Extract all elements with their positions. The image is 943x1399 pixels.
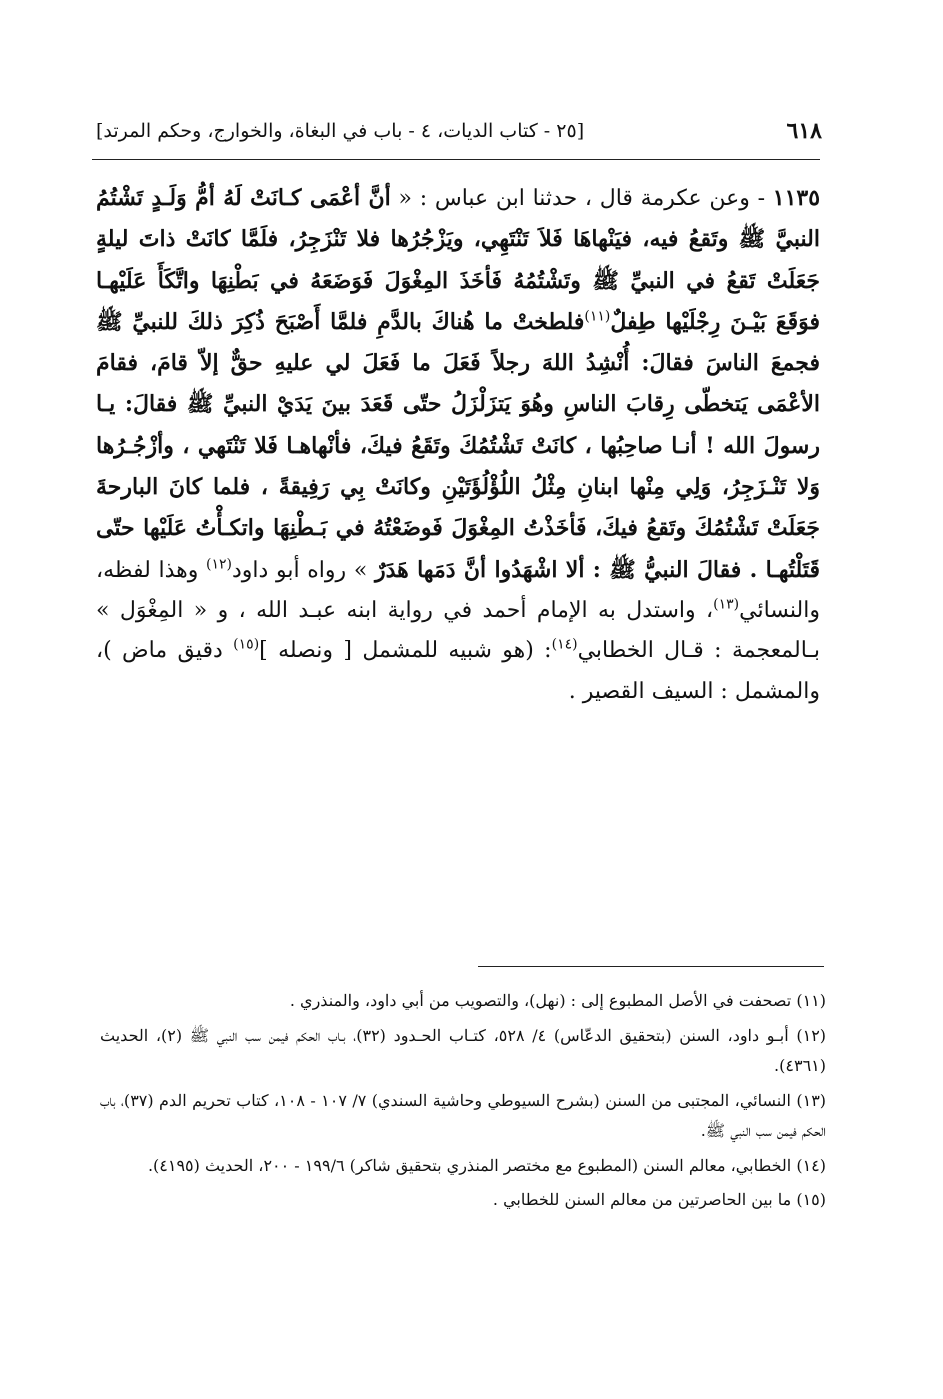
footnote-text: الخطابي، معالم السنن (المطبوع مع مختصر المنذري بتحقيق شاكر) ١٩٩/٦ - ٢٠٠، الحديث (٤١٩٥). [147,1155,792,1175]
footnote-13 [100,1086,826,1147]
hadith-number: ١١٣٥ [772,185,821,211]
running-head: [٢٥ - كتاب الديات، ٤ - باب في البغاة، والخوارج، وحكم المرتد] [96,120,585,142]
footnote-12 [100,1021,826,1082]
commentary-3: : (هو شبيه للمشمل [ ونصله ] [259,638,552,664]
footnote-number: (١٥) [796,1190,826,1209]
footnote-text: النسائي، المجتبى من السنن (بشرح السيوطي وحاشية السندي) ٧/ ١٠٧ - ١٠٨، كتاب تحريم الدم (٣٧)، باب الحكم فيمن سب النبي ﷺ. [100,1090,826,1140]
footnote-ref-12: (١٢) [206,556,232,573]
footnote-ref-13: (١٣) [713,596,740,613]
footnote-text: ما بين الحاصرتين من معالم السنن للخطابي . [492,1190,792,1209]
hadith-text: أنَّ أعْمَى كـانَتْ لَهُ أمُّ وَلَـدٍ تَشْتُمُ النبيَّ ﷺ وتَقعُ فيه، فيَنْهاهَا فَلاَ تَنْتَهِي، ويَزْجُرُها فلا تَنْزَجِرُ، فلَمَّا كانَتْ ذاتَ ليلةٍ جَعَلَتْ تَقعُ في النبيِّ ﷺ وتَشْتُمُهُ فَأخَذَ المِغْوَلَ فَوَضَعَهُ في بَطْنِهَا واتَّكَأَ عَلَيْهـا فوَقَعَ بَيْـنَ رِجْلَيْها طِفلٌ [96,185,821,335]
footnote-ref-15: (١٥) [233,636,260,653]
footnote-14 [100,1151,826,1182]
commentary-2: ، واستدل به الإمام أحمد في رواية ابنه عبـد الله ، و « المِغْوَل » بـالمعجمة : قـال الخطابي [96,597,820,664]
header-rule [92,159,820,160]
commentary-4: دقيق ماض )، والمشمل : السيف القصير . [96,638,820,704]
hadith-intro: - وعن عكرمة قال ، حدثنا ابن عباس : « [390,186,773,211]
footnote-11 [100,986,826,1017]
hadith-text-continued: فلطختْ ما هُناكَ بالدَّمِ فلمَّا أَصْبَحَ ذُكِرَ ذلكَ للنبيِّ ﷺ فجمعَ الناسَ فقالَ: أُنْشِدُ اللهَ رجلاً فَعَلَ ما فَعَلَ لي عليهِ حقٌّ إلاّ قامَ، فقامَ الأعْمَى يَتخطّى رِقابَ الناسِ وهُوَ يَتزَلْزَلُ حتّى قَعَدَ بينَ يَدَيْ النبيِّ ﷺ فقالَ: يـا رسولَ الله ! أنـا صاحِبُها ، كانَتْ تَشْتُمُكَ وتَقَعُ فيكَ، فأنْهاهـا فَلا تَنْتَهي ، وأزْجُـرُها وَلا تَنْـزَجِرُ، وَلِي مِنْها ابنانِ مِثْلُ اللُؤْلُؤَتَيْنِ وكانَتْ بِي رَفِيقةً ، فلما كانَ البارحةَ جَعَلَتْ تَشْتُمُكَ وتَقعُ فيكَ، فَأخَذْتُ المِغْوَلَ فَوضَعْتُهُ في بَـطْنِهَا واتكـأْتُ عَلَيْها حتّى قَتَلْتُهـا . فقالَ النبيُّ ﷺ : ألا اشْهَدُوا أنَّ دَمَها هَدَرٌ [96,308,821,583]
hadith-paragraph [96,178,820,712]
closing-quote: » رواه أبو داود [232,557,375,583]
footnote-ref-11: (١١) [584,308,611,325]
footnote-number: (١٤) [796,1155,826,1175]
footnote-text: تصحفت في الأصل المطبوع إلى : (نهل)، والتصويب من أبي داود، والمنذري . [289,991,792,1010]
main-text [96,178,820,712]
footnote-separator [478,966,824,967]
footnote-ref-14: (١٤) [551,636,578,653]
footnote-text: أبـو داود، السنن (بتحقيق الدعّاس) ٤/ ٥٢٨، كتـاب الحـدود (٣٢)، بـاب الحكم فيمن سب النبي ﷺ (٢)، الحديث (٤٣٦١). [100,1025,826,1075]
page-number: ٦١٨ [786,118,822,144]
footnote-15 [100,1185,826,1216]
footnote-number: (١٣) [796,1090,827,1110]
footnotes [100,986,826,1220]
footnote-number: (١١) [796,991,826,1010]
footnote-number: (١٢) [796,1025,827,1045]
commentary-1: وهذا لفظه، والنسائي [96,557,820,623]
